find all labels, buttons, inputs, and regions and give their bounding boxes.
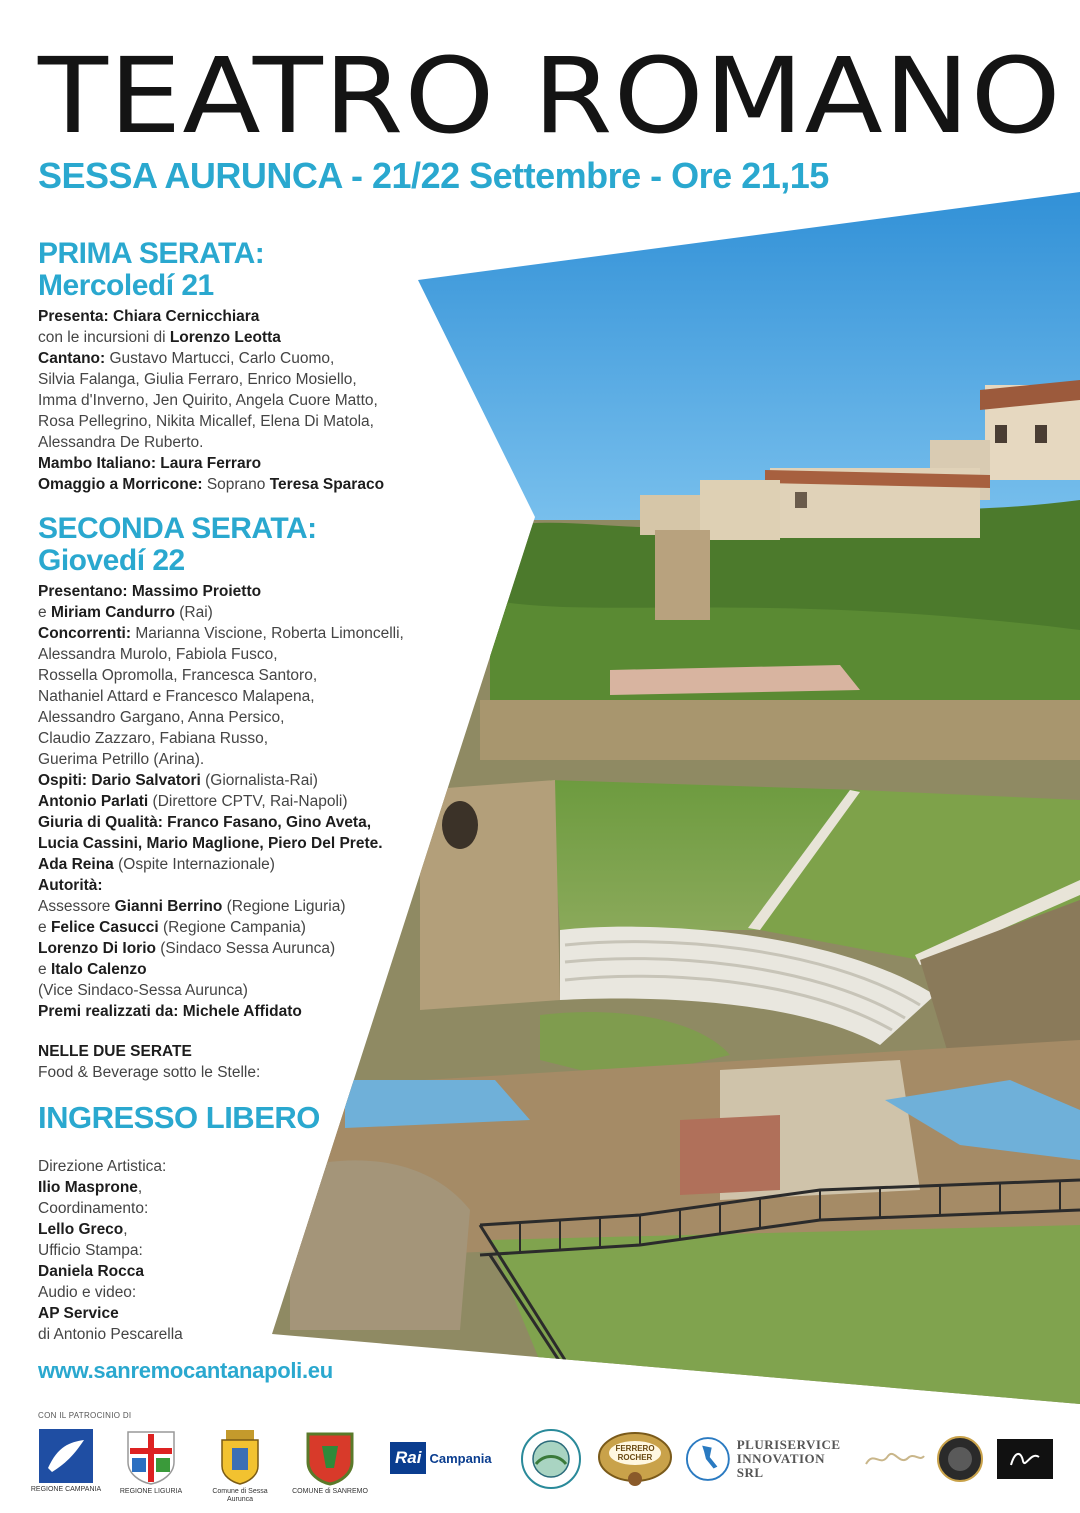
logo-dark-square — [995, 1428, 1055, 1490]
round-emblem-icon — [936, 1435, 984, 1483]
liguria-shield-icon — [124, 1428, 178, 1486]
second-night-line: Assessore Gianni Berrino (Regione Liguria) — [38, 898, 346, 915]
rai-logo-box: Rai — [390, 1442, 426, 1474]
first-night-line: Rosa Pellegrino, Nikita Micallef, Elena Di Matola, — [38, 413, 374, 430]
second-night-line: Alessandro Gargano, Anna Persico, — [38, 709, 285, 726]
sanremo-caption: COMUNE di SANREMO — [292, 1488, 368, 1495]
second-night-line: Presentano: Massimo Proietto — [38, 583, 262, 600]
event-date-subtitle: SESSA AURUNCA - 21/22 Settembre - Ore 21,15 — [38, 155, 829, 196]
second-night-line: Autorità: — [38, 877, 103, 894]
logo-signature — [860, 1428, 930, 1490]
italy-map-icon — [685, 1435, 731, 1483]
second-night-heading: SECONDA SERATA: — [38, 512, 317, 545]
second-night-line: Nathaniel Attard e Francesco Malapena, — [38, 688, 315, 705]
sessa-caption: Comune di Sessa Aurunca — [212, 1488, 268, 1503]
logo-ferrero-rocher — [595, 1428, 675, 1490]
second-night-line: Antonio Parlati (Direttore CPTV, Rai-Napoli) — [38, 793, 348, 810]
logo-regione-campania — [30, 1428, 102, 1508]
logo-rai-campania — [390, 1428, 505, 1488]
liguria-caption: REGIONE LIGURIA — [119, 1488, 183, 1495]
logo-regione-liguria — [108, 1428, 194, 1508]
both-nights-text: Food & Beverage sotto le Stelle: — [38, 1064, 261, 1081]
admission-label: INGRESSO LIBERO — [38, 1100, 320, 1135]
website-link[interactable]: www.sanremocantanapoli.eu — [38, 1358, 333, 1383]
second-night-lines — [38, 581, 498, 1022]
pluriservice-line-2: INNOVATION SRL — [736, 1451, 826, 1480]
pluriservice-text — [737, 1438, 850, 1480]
pluriservice-line-1: PLURISERVICE — [736, 1437, 841, 1452]
campania-caption: REGIONE CAMPANIA — [30, 1486, 102, 1493]
credits-line: Lello Greco, — [38, 1221, 128, 1238]
second-night-line: Ada Reina (Ospite Internazionale) — [38, 856, 275, 873]
first-night-line: Cantano: Gustavo Martucci, Carlo Cuomo, — [38, 350, 335, 367]
first-night-line: Mambo Italiano: Laura Ferraro — [38, 455, 262, 472]
credits-line: Direzione Artistica: — [38, 1158, 167, 1175]
sanremo-crest-icon — [304, 1428, 356, 1486]
sponsor-logos — [30, 1428, 1060, 1508]
second-night-line: Concorrenti: Marianna Viscione, Roberta Limoncelli, — [38, 625, 404, 642]
logo-pluriservice — [685, 1428, 850, 1490]
second-night-line: Giuria di Qualità: Franco Fasano, Gino Aveta, — [38, 814, 372, 831]
credits-line: Coordinamento: — [38, 1200, 149, 1217]
sessa-crest-icon — [216, 1428, 264, 1486]
second-night-line: Guerima Petrillo (Arina). — [38, 751, 205, 768]
signature-logo-icon — [862, 1444, 928, 1474]
logo-association-seal — [518, 1428, 584, 1508]
credits-line: Audio e video: — [38, 1284, 137, 1301]
first-night-line: Imma d'Inverno, Jen Quirito, Angela Cuore Matto, — [38, 392, 378, 409]
second-night-line: Ospiti: Dario Salvatori (Giornalista-Rai) — [38, 772, 318, 789]
first-night-lines — [38, 306, 458, 495]
first-night-line: Alessandra De Ruberto. — [38, 434, 204, 451]
first-night-line: Omaggio a Morricone: Soprano Teresa Sparaco — [38, 476, 385, 493]
second-night-line: e Italo Calenzo — [38, 961, 147, 978]
campania-emblem-icon — [38, 1428, 94, 1484]
first-night-line: con le incursioni di Lorenzo Leotta — [38, 329, 281, 346]
first-night-section — [38, 238, 458, 495]
credits-line: Ilio Masprone, — [38, 1179, 143, 1196]
ferrero-caption: FERRERO ROCHER — [615, 1444, 655, 1462]
dark-square-logo-icon — [997, 1439, 1053, 1479]
second-night-line: (Vice Sindaco-Sessa Aurunca) — [38, 982, 248, 999]
first-night-day: Mercoledí 21 — [38, 269, 214, 302]
credits-line: Ufficio Stampa: — [38, 1242, 143, 1259]
credits-line: di Antonio Pescarella — [38, 1326, 183, 1343]
second-night-line: Alessandra Murolo, Fabiola Fusco, — [38, 646, 278, 663]
poster-title: TEATRO ROMANO — [38, 35, 1062, 157]
first-night-line: Presenta: Chiara Cernicchiara — [38, 308, 260, 325]
logo-comune-sanremo — [280, 1428, 380, 1508]
second-night-day: Giovedí 22 — [38, 544, 185, 577]
logo-comune-sessa — [210, 1428, 270, 1508]
second-night-line: Rossella Opromolla, Francesca Santoro, — [38, 667, 318, 684]
second-night-line: Claudio Zazzaro, Fabiana Russo, — [38, 730, 269, 747]
second-night-line: Premi realizzati da: Michele Affidato — [38, 1003, 302, 1020]
patronage-label: CON IL PATROCINIO DI — [38, 1411, 132, 1420]
logo-round-dark — [935, 1428, 985, 1490]
first-night-heading: PRIMA SERATA: — [38, 237, 265, 270]
credits-line: Daniela Rocca — [38, 1263, 144, 1280]
second-night-line: e Felice Casucci (Regione Campania) — [38, 919, 306, 936]
credits-line: AP Service — [38, 1305, 119, 1322]
second-night-section — [38, 513, 498, 1022]
association-seal-icon — [520, 1428, 582, 1490]
both-nights-heading: NELLE DUE SERATE — [38, 1043, 192, 1060]
second-night-line: Lorenzo Di Iorio (Sindaco Sessa Aurunca) — [38, 940, 336, 957]
first-night-line: Silvia Falanga, Giulia Ferraro, Enrico Mosiello, — [38, 371, 357, 388]
second-night-line: e Miriam Candurro (Rai) — [38, 604, 213, 621]
credits-section — [38, 1156, 183, 1345]
rai-region-label: Campania — [429, 1450, 492, 1466]
both-nights-section — [38, 1041, 260, 1083]
second-night-line: Lucia Cassini, Mario Maglione, Piero Del Prete. — [38, 835, 383, 852]
